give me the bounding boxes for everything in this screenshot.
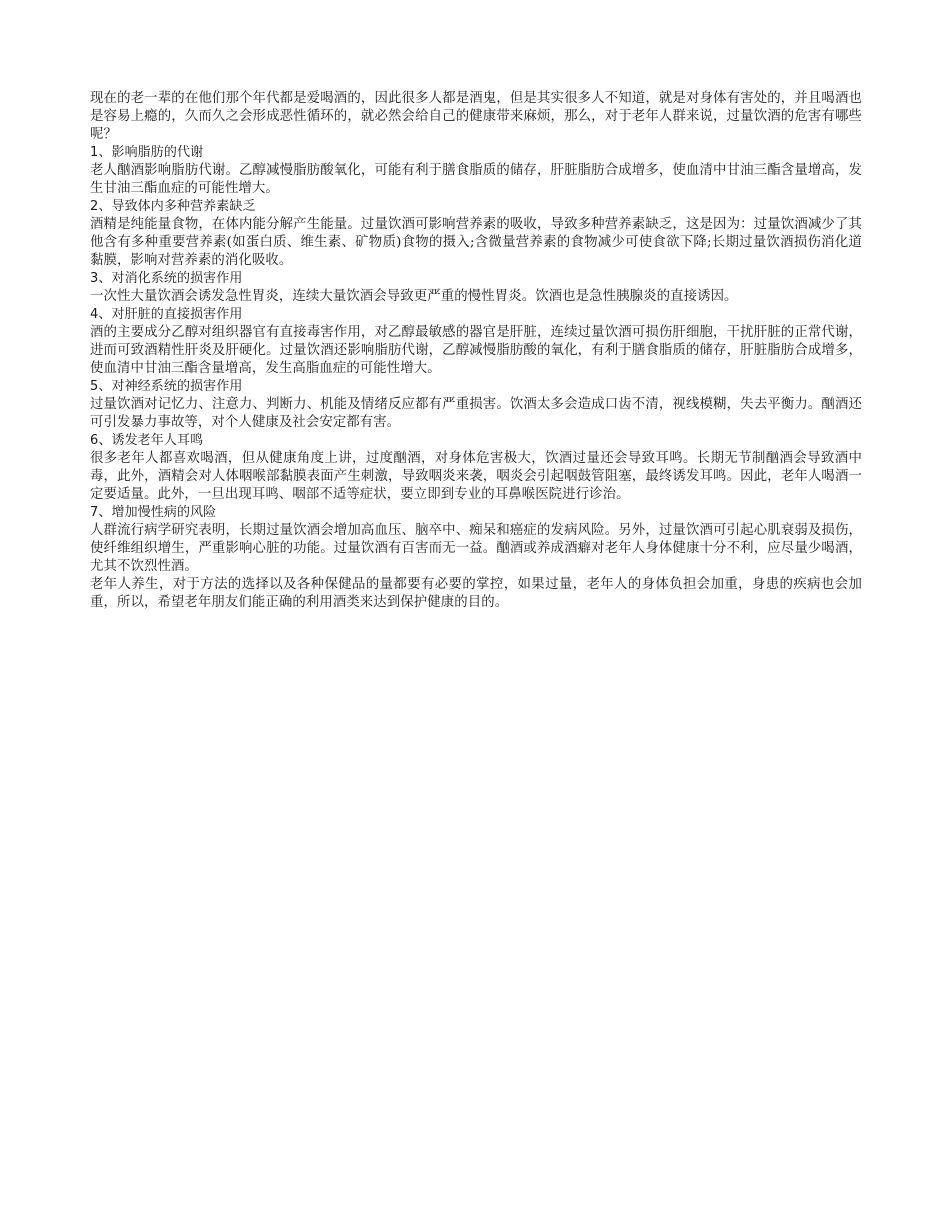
- section-1-body: 老人酗酒影响脂肪代谢。乙醇减慢脂肪酸氧化，可能有利于膳食脂质的储存，肝脏脂肪合成增多，使血清中甘油三酯含量增高，发生甘油三酯血症的可能性增大。: [90, 163, 862, 196]
- conclusion-paragraph: 老年人养生，对于方法的选择以及各种保健品的量都要有必要的掌控，如果过量，老年人的身体负担会加重，身患的疾病也会加重，所以，希望老年朋友们能正确的利用酒类来达到保护健康的目的。: [90, 577, 862, 610]
- section-5-heading: 5、对神经系统的损害作用: [90, 379, 243, 394]
- intro-paragraph: 现在的老一辈的在他们那个年代都是爱喝酒的，因此很多人都是酒鬼，但是其实很多人不知道，就是对身体有害处的，并且喝酒也是容易上瘾的，久而久之会形成恶性循环的，就必然会给自己的健康带来麻烦，那么，对于老年人群来说，过量饮酒的危害有哪些呢？: [90, 91, 862, 142]
- section-3-heading: 3、对消化系统的损害作用: [90, 271, 243, 286]
- section-1-heading: 1、影响脂肪的代谢: [90, 145, 204, 160]
- section-5-body: 过量饮酒对记忆力、注意力、判断力、机能及情绪反应都有严重损害。饮酒太多会造成口齿不清，视线模糊，失去平衡力。酗酒还可引发暴力事故等，对个人健康及社会安定都有害。: [90, 397, 862, 430]
- section-3-body: 一次性大量饮酒会诱发急性胃炎，连续大量饮酒会导致更严重的慢性胃炎。饮酒也是急性胰腺炎的直接诱因。: [90, 289, 738, 304]
- document-page: [90, 90, 862, 612]
- section-6-heading: 6、诱发老年人耳鸣: [90, 433, 204, 448]
- section-4-heading: 4、对肝脏的直接损害作用: [90, 307, 243, 322]
- section-2-heading: 2、导致体内多种营养素缺乏: [90, 199, 256, 214]
- section-7-body: 人群流行病学研究表明，长期过量饮酒会增加高血压、脑卒中、痴呆和癌症的发病风险。另外，过量饮酒可引起心肌衰弱及损伤，使纤维组织增生，严重影响心脏的功能。过量饮酒有百害而无一益。酗酒或养成酒癖对老年人身体健康十分不利，应尽量少喝酒，尤其不饮烈性酒。: [90, 523, 862, 574]
- section-7-heading: 7、增加慢性病的风险: [90, 505, 217, 520]
- section-4-body: 酒的主要成分乙醇对组织器官有直接毒害作用，对乙醇最敏感的器官是肝脏，连续过量饮酒可损伤肝细胞，干扰肝脏的正常代谢，进而可致酒精性肝炎及肝硬化。过量饮酒还影响脂肪代谢，乙醇减慢脂肪酸的氧化，有利于膳食脂质的储存，肝脏脂肪合成增多，使血清中甘油三酯含量增高，发生高脂血症的可能性增大。: [90, 325, 862, 376]
- section-2-body: 酒精是纯能量食物，在体内能分解产生能量。过量饮酒可影响营养素的吸收，导致多种营养素缺乏，这是因为：过量饮酒减少了其他含有多种重要营养素(如蛋白质、维生素、矿物质)食物的摄入;含微量营养素的食物减少可使食欲下降;长期过量饮酒损伤消化道黏膜，影响对营养素的消化吸收。: [90, 217, 862, 268]
- section-6-body: 很多老年人都喜欢喝酒，但从健康角度上讲，过度酗酒，对身体危害极大，饮酒过量还会导致耳鸣。长期无节制酗酒会导致酒中毒，此外，酒精会对人体咽喉部黏膜表面产生刺激，导致咽炎来袭，咽炎会引起咽鼓管阻塞，最终诱发耳鸣。因此，老年人喝酒一定要适量。此外，一旦出现耳鸣、咽部不适等症状，要立即到专业的耳鼻喉医院进行诊治。: [90, 451, 862, 502]
